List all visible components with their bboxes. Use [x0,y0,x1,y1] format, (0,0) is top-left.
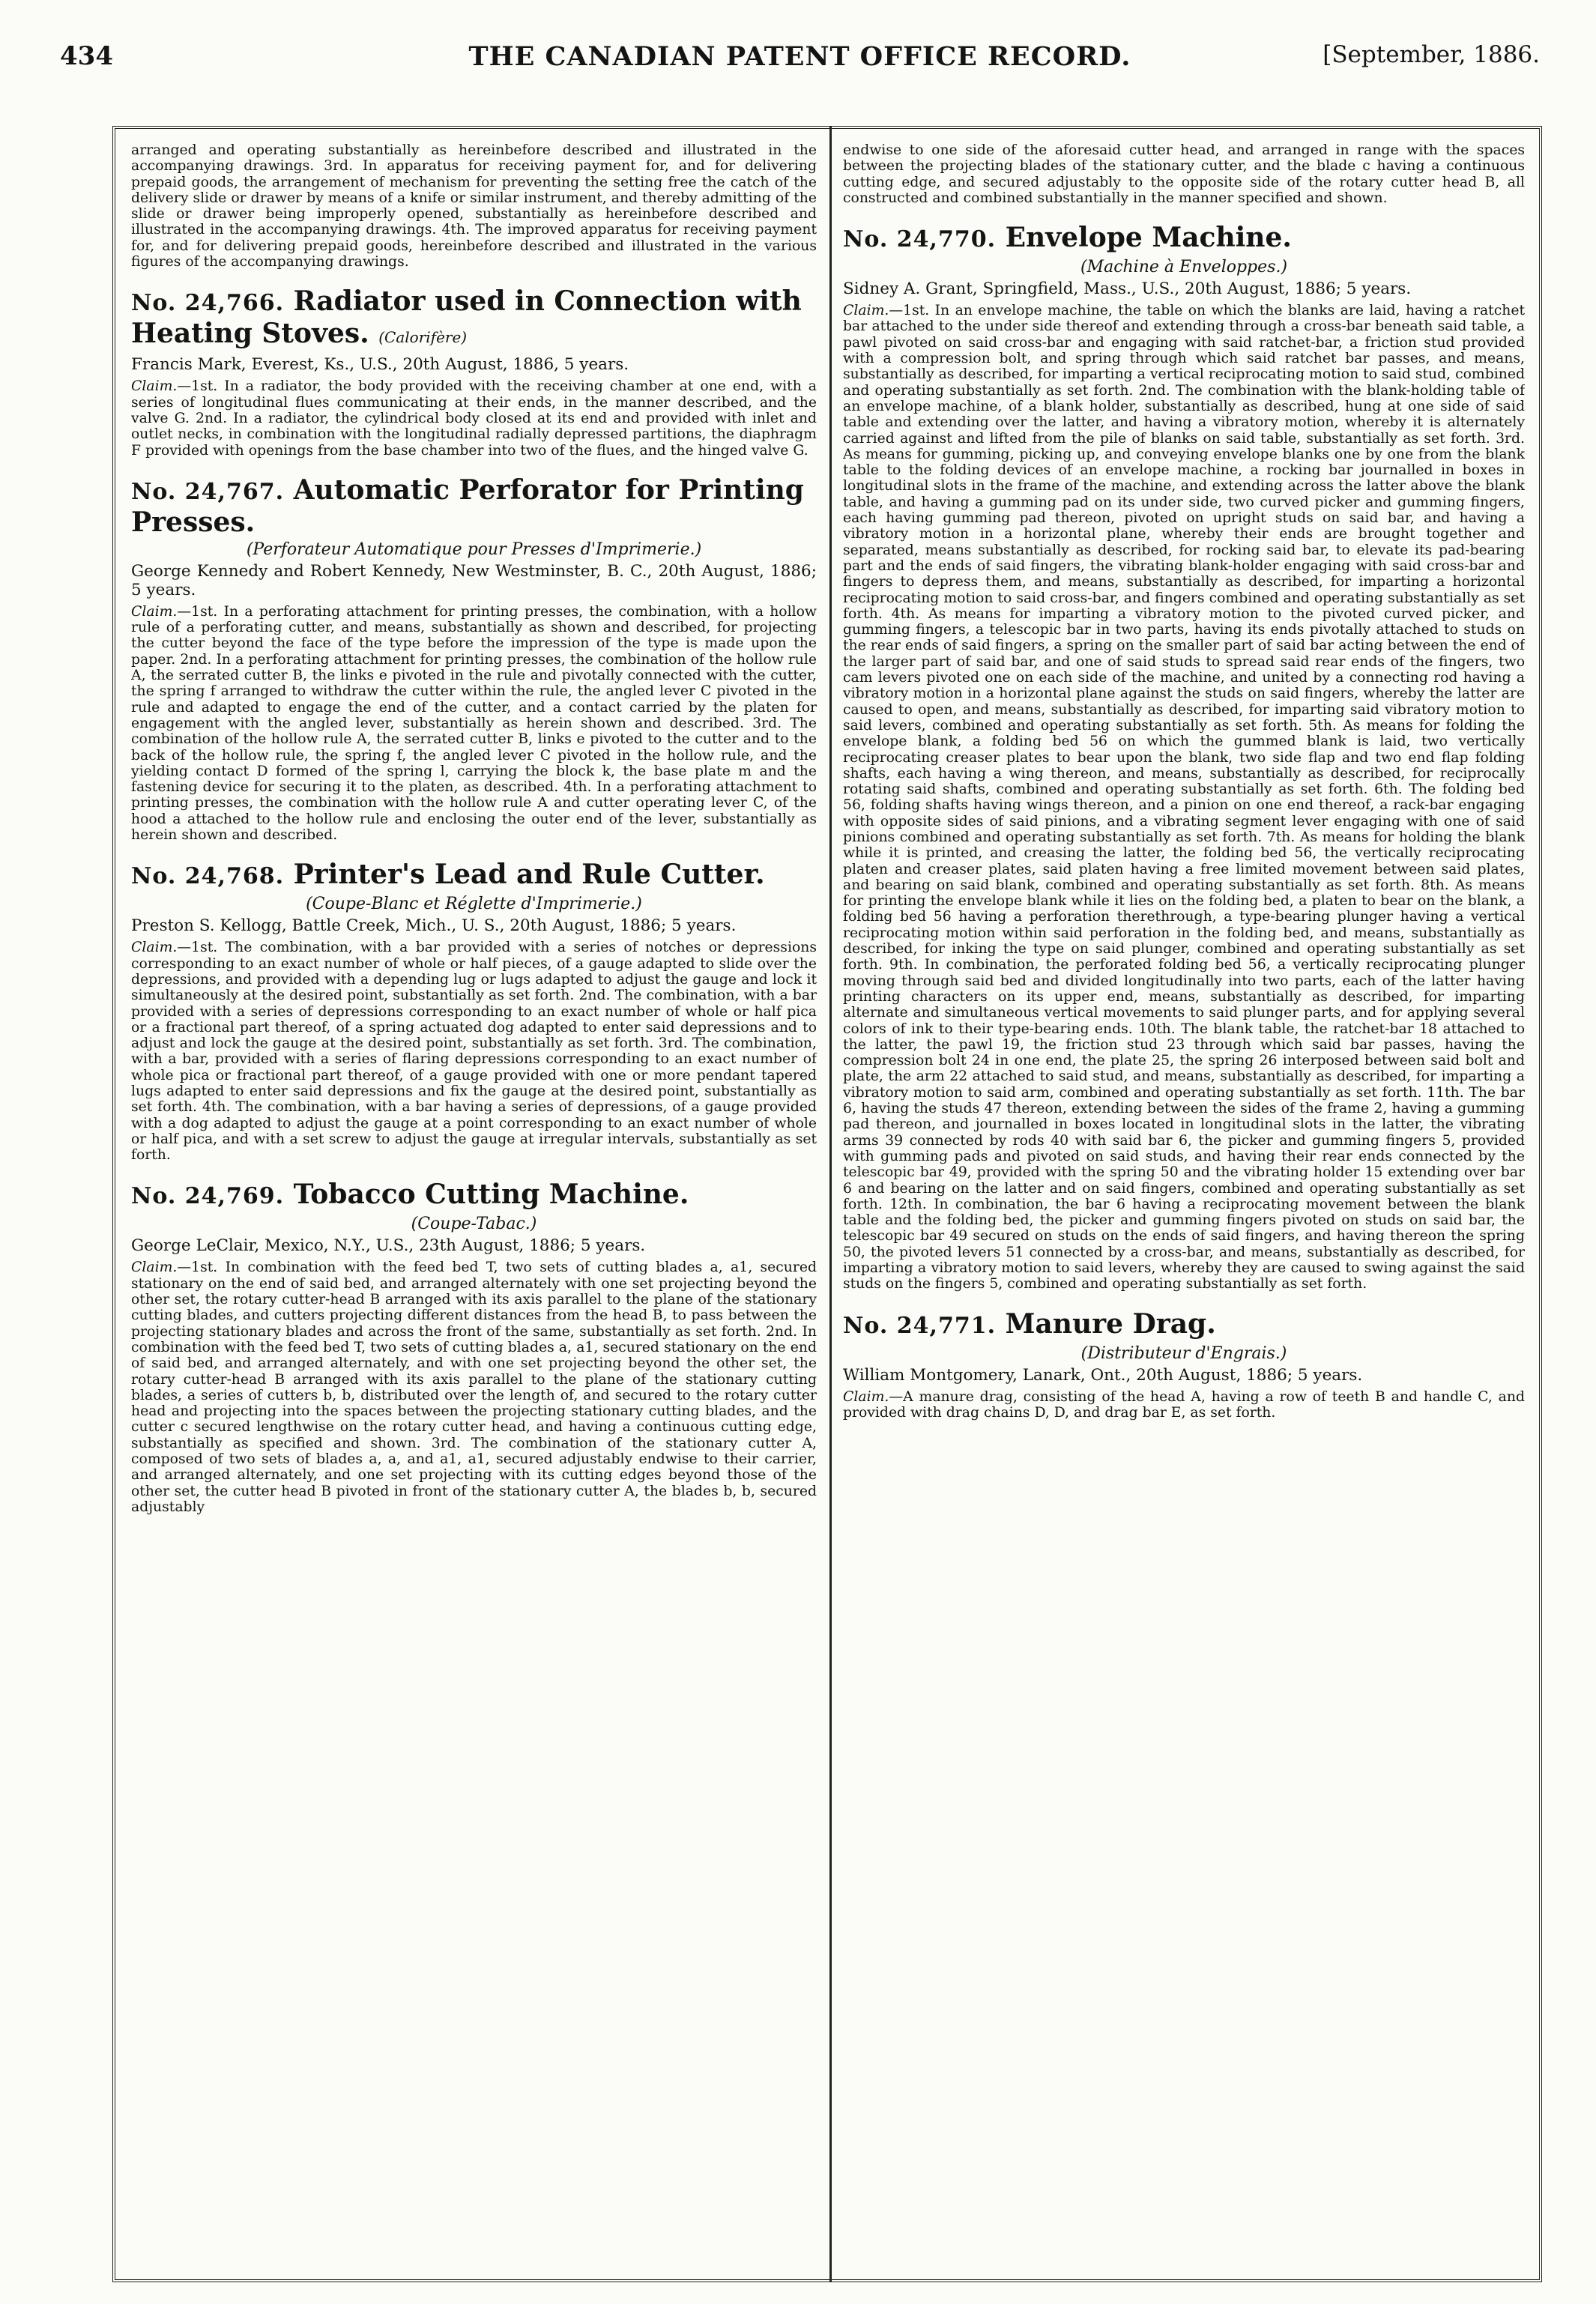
french-title: (Calorifère) [378,328,468,347]
patent-entry-24768 [131,859,817,1163]
patent-title: Radiator used in Connection with Heating Stoves. [131,285,802,350]
patent-entry-24771 [843,1309,1525,1421]
entry-heading [131,1179,817,1212]
claim-label: Claim. [131,1260,178,1276]
claim-text [843,303,1525,1292]
french-title: (Distributeur d'Engrais.) [1080,1343,1287,1363]
page-header [60,41,1540,86]
french-title: (Perforateur Automatique pour Presses d'Imprimerie.) [246,539,702,559]
claim-text [131,940,817,1163]
french-title: (Machine à Enveloppes.) [1080,258,1288,277]
entry-heading [131,859,817,892]
claim-text [131,378,817,458]
right-column [843,142,1525,2270]
inventor-line: Sidney A. Grant, Springfield, Mass., U.S., 20th August, 1886; 5 years. [843,279,1412,299]
journal-title: THE CANADIAN PATENT OFFICE RECORD. [468,41,1131,72]
patent-number: No. 24,767. [131,478,285,505]
page-number: 434 [60,41,113,71]
patent-title: Manure Drag. [1005,1307,1216,1340]
claim-text [843,1389,1525,1421]
column-divider [829,126,832,2282]
claim-label: Claim. [131,378,178,395]
patent-number: No. 24,769. [131,1183,285,1210]
patent-entry-24769 [131,1179,817,1515]
inventor-line: Francis Mark, Everest, Ks., U.S., 20th August, 1886, 5 years. [131,355,629,375]
claim-text [131,1260,817,1515]
inventor-line: Preston S. Kellogg, Battle Creek, Mich., U. S., 20th August, 1886; 5 years. [131,916,737,936]
continuation-text: endwise to one side of the aforesaid cutter head, and arranged in range with the spaces between the projecting blades of the stationary cutter, and the blade c having a continuous cutting edge, and secured adjustably to the opposite side of the rotary cutter head B, all constructed and combined substantially in the manner specified and shown. [843,142,1525,206]
patent-entry-24770 [843,223,1525,1292]
claim-label: Claim. [131,940,178,956]
patent-title: Tobacco Cutting Machine. [293,1179,689,1211]
inventor-line: George Kennedy and Robert Kennedy, New Westminster, B. C., 20th August, 1886; 5 years. [131,561,817,599]
issue-date: [September, 1886. [1323,41,1540,68]
entry-heading [843,1309,1525,1341]
inventor-line: William Montgomery, Lanark, Ont., 20th August, 1886; 5 years. [843,1365,1363,1385]
french-title: (Coupe-Blanc et Réglette d'Imprimerie.) [306,895,642,914]
entry-heading [131,475,817,537]
entry-heading [131,286,817,352]
patent-entry-24766 [131,286,817,458]
continuation-text: arranged and operating substantially as hereinbefore described and illustrated in the accompanying drawings. 3rd. In apparatus for receiving payment for, and for delivering prepaid goods, the arrangement of mechanism for preventing the setting free the catch of the delivery slide or drawer by means of a knife or similar instrument, and thereby admitting of the slide or drawer being improperly opened, substantially as hereinbefore described and illustrated in the accompanying drawings. 4th. The improved apparatus for receiving payment for, and for delivering prepaid goods, hereinbefore described and illustrated in the various figures of the accompanying drawings. [131,142,817,270]
patent-number: No. 24,770. [843,226,997,253]
claim-label: Claim. [843,303,889,319]
patent-number: No. 24,766. [131,290,285,317]
claim-body: —1st. In a perforating attachment for printing presses, the combination, with a hollow rule of a perforating cutter, and means, substantially as shown and described, for projecting the cutter beyond the face of the type before the impression of the type is made upon the paper. 2nd. In a perforating attachment for printing presses, the combination of the hollow rule A, the serrated cutter B, the links e pivoted in the rule and pivotally connected with the cutter, the spring f arranged to withdraw the cutter within the rule, the angled lever C pivoted in the rule and adapted to engage the end of the cutter, and a contact carried by the platen for engagement with the angled lever, substantially as herein shown and described. 3rd. The combination of the hollow rule A, the serrated cutter B, links e pivoted to the cutter and to the back of the hollow rule, the spring f, the angled lever C pivoted in the hollow rule, and the yielding contact D formed of the spring l, carrying the block k, the base plate m and the fastening device for securing it to the platen, as described. 4th. In a perforating attachment to printing presses, the combination with the hollow rule A and cutter operating lever C, of the hood a attached to the hollow rule and enclosing the outer end of the lever, substantially as herein shown and described. [131,603,817,844]
claim-body: —1st. In combination with the feed bed T, two sets of cutting blades a, a1, secured stationary on the end of said bed, and arranged alternately with one set projecting beyond the other set, the rotary cutter-head B arranged with its axis parallel to the plane of the stationary cutting blades, and cutters projecting different distances from the head B, to pass between the projecting stationary blades and across the front of the same, substantially as set forth. 2nd. In combination with the feed bed T, two sets of cutting blades a, a1, secured stationary on the end of said bed, and arranged alternately, and with one set projecting beyond the other set, the rotary cutter-head B arranged with its axis parallel to the plane of the stationary cutting blades, a series of cutters b, b, distributed over the length of, and secured to the rotary cutter head and projecting into the spaces between the projecting stationary cutting blades, and the cutter c secured lengthwise on the rotary cutter head, and having a continuous cutting edge, substantially as specified and shown. 3rd. The combination of the stationary cutter A, composed of two sets of blades a, a, and a1, a1, secured adjustably endwise to their carrier, and arranged alternately, and one set projecting with its cutting edges beyond those of the other set, the cutter head B pivoted in front of the stationary cutter A, the blades b, b, secured adjustably [131,1260,817,1515]
french-title: (Coupe-Tabac.) [411,1215,537,1234]
claim-text [131,604,817,843]
patent-entry-24767 [131,475,817,843]
claim-body: —A manure drag, consisting of the head A, having a row of teeth B and handle C, and provided with drag chains D, D, and drag bar E, as set forth. [843,1388,1525,1421]
claim-body: —1st. In a radiator, the body provided with the receiving chamber at one end, with a series of longitudinal flues communicating at their ends, in the manner described, and the valve G. 2nd. In a radiator, the cylindrical body closed at its end and provided with inlet and outlet necks, in combination with the longitudinal radially depressed partitions, the diaphragm F provided with openings from the base chamber into two of the flues, and the hinged valve G. [131,378,817,459]
claim-body: —1st. The combination, with a bar provided with a series of notches or depressions corresponding to an exact number of whole or half pieces, of a gauge adapted to slide over the depressions, and provided with a depending lug or lugs adapted to adjust the gauge and lock it simultaneously at the desired point, substantially as set forth. 2nd. The combination, with a bar provided with a series of depressions corresponding to an exact number of whole or half pica or a fractional part thereof, of a spring actuated dog adapted to enter said depressions and to adjust and lock the gauge at the desired point, substantially as set forth. 3rd. The combination, with a bar, provided with a series of flaring depressions corresponding to an exact number of whole pica or fractional part thereof, of a gauge provided with one or more pendant tapered lugs adapted to enter said depressions and fix the gauge at the desired point, substantially as set forth. 4th. The combination, with a bar having a series of depressions, of a gauge provided with a dog adapted to adjust the gauge at a point corresponding to an exact number of whole or half pica, and with a set screw to adjust the gauge at irregular intervals, substantially as set forth. [131,940,817,1164]
left-column [131,142,817,2270]
patent-number: No. 24,771. [843,1312,997,1339]
patent-title: Automatic Perforator for Printing Presses. [131,474,804,538]
inventor-line: George LeClair, Mexico, N.Y., U.S., 23th August, 1886; 5 years. [131,1236,646,1256]
entry-heading [843,223,1525,255]
patent-number: No. 24,768. [131,863,285,890]
claim-label: Claim. [131,603,178,620]
patent-title: Printer's Lead and Rule Cutter. [293,859,765,891]
claim-body: —1st. In an envelope machine, the table on which the blanks are laid, having a ratchet bar attached to the under side thereof and extending through a cross-bar beneath said table, a pawl pivoted on said cross-bar and engaging with said ratchet-bar, a friction stud provided with a compression bolt, and spring through which said ratchet bar passes, and means, substantially as described, for imparting a vertical reciprocating motion to said stud, combined and operating substantially as set forth. 2nd. The combination with the blank-holding table of an envelope machine, of a blank holder, substantially as described, hung at one side of said table and extending over the latter, and having a vibratory motion, whereby it is alternately carried against and lifted from the pile of blanks on said table, substantially as set forth. 3rd. As means for gumming, picking up, and conveying envelope blanks one by one from the blank table to the folding devices of an envelope machine, a rocking bar journalled in boxes in longitudinal slots in the frame of the machine, and extending across the latter above the blank table, and having a gumming pad on its under side, two curved picker and gumming fingers, each having gumming pad thereon, pivoted on upright studs on said bar, and having a vibratory motion in a horizontal plane, whereby their ends are brought together and separated, means substantially as described, for rocking said bar, to elevate its pad-bearing part and the ends of said fingers, the vibrating blank-holder engaging with said cross-bar and fingers to depress them, and means, substantially as described, for imparting a horizontal reciprocating motion to said cross-bar, and fingers combined and operating substantially as set forth. 4th. As means for imparting a vibratory motion to the pivoted curved picker, and gumming fingers, a telescopic bar in two parts, having its ends pivotally attached to studs on the rear ends of said fingers, a spring on the smaller part of said bar acting between the end of the larger part of said bar, and one of said studs to spread said rear ends of the fingers, two cam levers pivoted one on each side of the machine, and united by a connecting rod having a vibratory motion in a horizontal plane against the studs on said fingers, whereby the latter are caused to open, and means, substantially as described, for imparting said vibratory motion to said levers, combined and operating substantially as set forth. 5th. As means for folding the envelope blank, a folding bed 56 on which the gummed blank is laid, two vertically reciprocating creaser plates to bear upon the blank, two side flap and two end flap folding shafts, each having a wing thereon, and means, substantially as described, for reciprocally rotating said shafts, combined and operating substantially as set forth. 6th. The folding bed 56, folding shafts having wings thereon, and a pinion on one end thereof, a rack-bar engaging with opposite sides of said pinions, and a vibrating segment lever engaging with one of said pinions combined and operating substantially as set forth. 7th. As means for holding the blank while it is printed, and creasing the latter, the folding bed 56, the vertically reciprocating platen and creaser plates, said platen having a free limited movement between said plates, and bearing on said blank, combined and operating substantially as set forth. 8th. As means for printing the envelope blank while it lies on the folding bed, a platen to bear on the blank, a folding bed 56 having a perforation therethrough, a type-bearing plunger having a vertical reciprocating motion within said perforation in the folding bed, and means, substantially as described, for inking the type on said plunger, combined and operating substantially as set forth. 9th. In combination, the perforated folding bed 56, a vertically reciprocating plunger moving through said bed and divided longitudinally into two parts, each of the latter having printing characters on its upper end, means, substantially as described, for imparting alternate and simultaneous vertical movements to said plunger parts, and for applying several colors of ink to their type-bearing ends. 10th. The blank table, the ratchet-bar 18 attached to the latter, the pawl 19, the friction stud 23 through which said bar passes, having the compression bolt 24 in one end, the plate 25, the spring 26 interposed between said bolt and plate, the arm 22 attached to said stud, and means, substantially as described, for imparting a vibratory motion to said arm, combined and operating substantially as set forth. 11th. The bar 6, having the studs 47 thereon, extending between the sides of the frame 2, having a gumming pad thereon, and journalled in boxes located in longitudinal slots in the latter, the vibrating arms 39 connected by rods 40 with said bar 6, the picker and gumming fingers 5, provided with gumming pads and pivoted on said studs, and having their rear ends connected by the telescopic bar 49, provided with the spring 50 and the vibrating holder 15 extending over bar 6 and bearing on the latter and on said fingers, combined and operating substantially as set forth. 12th. In combination, the bar 6 having a reciprocating movement between the blank table and the folding bed, the picker and gumming fingers pivoted on studs on said bar, the telescopic bar 49 secured on studs on the ends of said fingers, and having thereon the spring 50, the pivoted levers 51 connected by a cross-bar, and means, substantially as described, for imparting a vibratory motion to said levers, whereby they are caused to swing against the said studs on the fingers 5, combined and operating substantially as set forth. [843,303,1525,1292]
claim-label: Claim. [843,1388,889,1405]
patent-title: Envelope Machine. [1005,222,1292,254]
